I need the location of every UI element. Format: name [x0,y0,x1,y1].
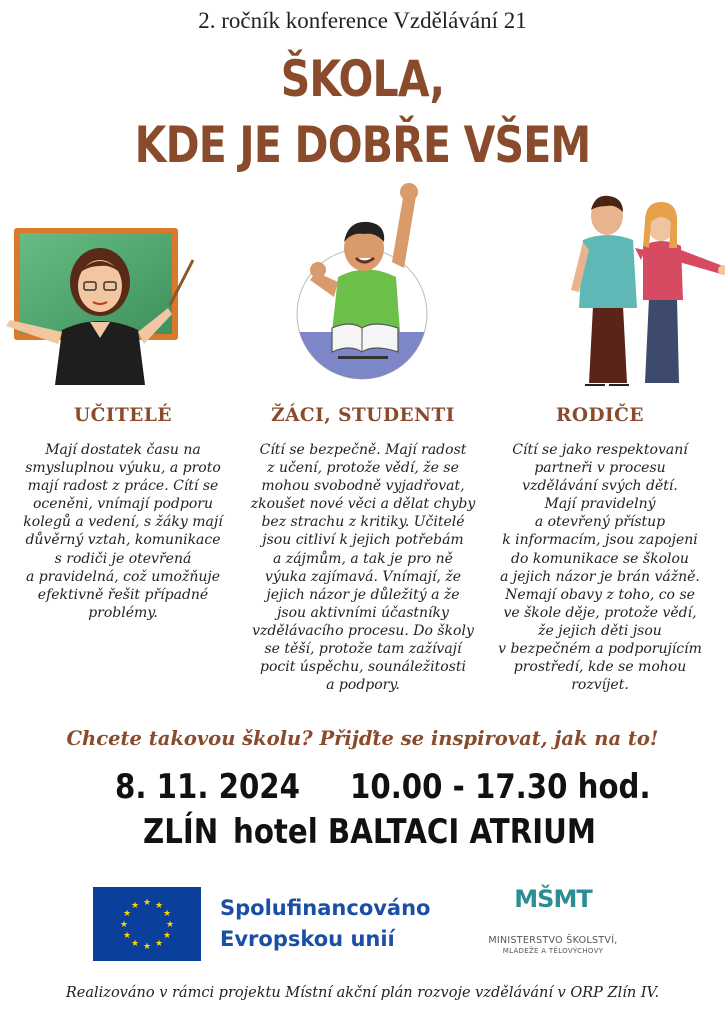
text-line: zkoušet nové věci a dělat chyby [250,496,476,513]
msmt-logo [468,885,638,960]
title-line-1: ŠKOLA, [280,50,445,108]
text-line: k informacím, jsou zapojeni [502,532,698,549]
text-line: se těší, protože tam zažívají [264,641,462,658]
msmt-line-2: MLÁDEŽE A TĚLOVÝCHOVY [502,947,604,955]
text-line: ve škole děje, protože vědí, [503,604,697,621]
text-line: že jejich děti jsou [538,622,662,639]
text-line: jsou aktivními účastníky [277,604,449,621]
text-line: vzdělávacího procesu. Do školy [252,622,474,639]
text-line: jsou citliví k jejich potřebám [262,532,464,549]
text-line: bez strachu z kritiky. Učitelé [261,514,465,531]
svg-text:★: ★ [130,901,140,911]
student-illustration [288,182,438,387]
call-to-action: Chcete takovou školu? Přijďte se inspirovat, jak na to! [66,727,659,750]
text-line: a pravidelná, což umožňuje [25,568,221,585]
text-line: a zájmům, a tak je pro ně [273,550,453,567]
svg-text:★: ★ [142,898,152,908]
text-line: oceněni, vnímají podporu [33,496,213,513]
text-line: z učení, protože vědí, že se [267,460,459,477]
svg-text:★: ★ [122,931,132,941]
text-line: problémy. [88,604,158,621]
eu-cofinanced-text [220,893,430,955]
text-line: vzdělávání svých dětí. [522,478,678,495]
conference-subtitle: 2. ročník konference Vzdělávání 21 [198,8,527,33]
svg-text:★: ★ [130,939,140,949]
text-line: v bezpečném a podporujícím [498,641,702,658]
text-line: Nemají obavy z toho, co se [505,586,695,603]
title-line-2: KDE JE DOBŘE VŠEM [134,116,591,174]
text-line: a podpory. [326,677,400,694]
teacher-illustration [0,220,200,385]
event-venue: hotel BALTACI ATRIUM [233,812,596,852]
text-line: Mají dostatek času na [45,442,201,458]
svg-text:★: ★ [122,909,132,919]
svg-text:★: ★ [154,901,164,911]
text-line: prostředí, kde se mohou [513,659,687,676]
eu-stars-icon [93,887,201,961]
eu-flag [93,887,201,961]
svg-text:★: ★ [165,920,175,930]
parents-illustration [565,188,725,386]
text-line: partneři v procesu [534,460,666,477]
text-line: Cítí se bezpečně. Mají radost [259,442,467,458]
eu-line-2: Evropskou unií [220,927,395,951]
msmt-mark: MŠMT [514,885,592,913]
text-line: mají radost z práce. Cítí se [27,478,219,495]
column-heading-teachers: UČITELÉ [74,405,172,426]
text-line: a jejich názor je brán vážně. [500,568,700,585]
svg-text:★: ★ [154,939,164,949]
text-line: rozvíjet. [571,677,629,694]
text-line: Cítí se jako respektovaní [512,442,688,458]
svg-text:★: ★ [119,920,129,930]
column-text-parents [484,441,716,694]
svg-text:★: ★ [162,931,172,941]
column-heading-parents: RODIČE [555,405,644,426]
event-city: ZLÍN [143,812,219,852]
text-line: důvěrný vztah, komunikace [25,532,221,549]
column-heading-students: ŽÁCI, STUDENTI [271,405,455,426]
column-text-students [247,441,479,694]
msmt-line-1: MINISTERSTVO ŠKOLSTVÍ, [488,935,618,946]
text-line: Mají pravidelný [544,496,656,513]
svg-text:★: ★ [162,909,172,919]
event-date: 8. 11. 2024 [115,767,300,807]
footer-note: Realizováno v rámci projektu Místní akční plán rozvoje vzdělávání v ORP Zlín IV. [65,985,660,1001]
eu-line-1: Spolufinancováno [220,896,431,920]
text-line: efektivně řešit případné [37,586,209,603]
event-time: 10.00 - 17.30 hod. [350,767,651,807]
text-line: mohou svobodně vyjadřovat, [261,478,465,495]
text-line: výuka zajímavá. Vnímají, že [264,568,462,585]
text-line: jejich názor je důležitý a že [266,586,460,603]
svg-text:★: ★ [142,942,152,952]
text-line: do komunikace se školou [511,550,689,567]
text-line: a otevřený přístup [534,514,666,531]
text-line: smysluplnou výuku, a proto [25,460,221,477]
text-line: pocit úspěchu, sounáležitosti [260,659,466,676]
column-text-teachers [8,441,238,622]
text-line: kolegů a vedení, s žáky mají [23,514,223,531]
text-line: s rodiči je otevřená [54,550,192,567]
